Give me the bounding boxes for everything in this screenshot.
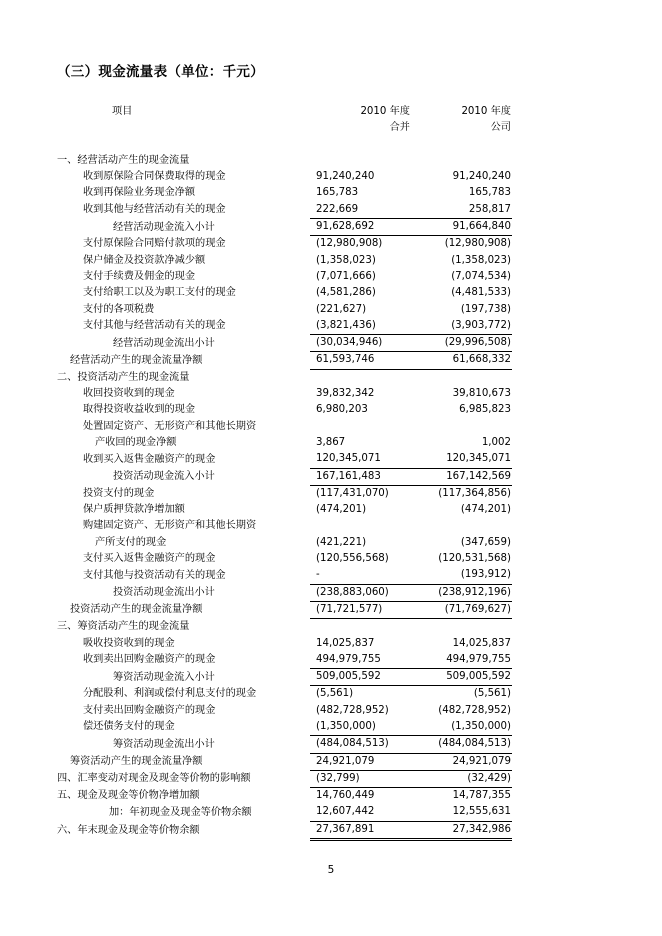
row-value-company: 14,787,355 xyxy=(452,790,511,802)
table-row xyxy=(57,788,512,805)
row-value-company: (29,996,508) xyxy=(411,335,512,352)
row-label: 分配股利、利润或偿付利息支付的现金 xyxy=(83,688,257,700)
row-value-consolidated: 167,161,483 xyxy=(310,468,411,485)
row-label: 筹资活动产生的现金流量净额 xyxy=(70,756,203,768)
row-label: 收到卖出回购金融资产的现金 xyxy=(83,654,216,666)
row-value-consolidated: 61,593,746 xyxy=(310,352,411,369)
row-value-consolidated: (117,431,070) xyxy=(316,487,389,499)
row-value-company: 39,810,673 xyxy=(452,388,511,400)
row-label: 经营活动现金流出小计 xyxy=(113,337,215,349)
page-number: 5 xyxy=(327,864,335,876)
row-value-company: 258,817 xyxy=(411,202,512,219)
table-row xyxy=(57,736,512,753)
row-value-company: (7,074,534) xyxy=(451,270,511,282)
table-row xyxy=(57,169,512,185)
table-row xyxy=(57,770,512,787)
row-value-consolidated: (482,728,952) xyxy=(316,704,389,716)
row-value-company: 27,342,986 xyxy=(411,821,512,839)
table-row xyxy=(57,318,512,335)
row-value-company: 165,783 xyxy=(468,187,511,199)
row-value-company: (71,769,627) xyxy=(411,601,512,618)
table-row xyxy=(57,703,512,719)
table-row xyxy=(57,669,512,686)
table-row xyxy=(57,435,512,451)
table-row xyxy=(57,686,512,703)
row-label: 投资活动产生的现金流量净额 xyxy=(70,604,203,616)
table-row xyxy=(57,485,512,502)
row-value-consolidated xyxy=(310,369,411,386)
row-value-consolidated: 494,979,755 xyxy=(310,652,411,669)
row-label: 取得投资收益收到的现金 xyxy=(83,404,196,416)
row-label: 加：年初现金及现金等价物余额 xyxy=(109,806,252,818)
row-label: 四、汇率变动对现金及现金等价物的影响额 xyxy=(57,773,251,785)
row-value-consolidated: 14,760,449 xyxy=(316,790,375,802)
row-value-company: (482,728,952) xyxy=(438,704,511,716)
row-value-company: (484,084,513) xyxy=(411,736,512,753)
table-row xyxy=(57,535,512,551)
row-value-consolidated: - xyxy=(310,567,411,584)
table-row xyxy=(57,202,512,219)
row-label: 产所支付的现金 xyxy=(95,536,167,548)
row-label: 购建固定资产、无形资产和其他长期资 xyxy=(83,520,257,532)
header-col1-scope: 合并 xyxy=(389,122,410,134)
row-label: 三、筹资活动产生的现金流量 xyxy=(57,621,190,633)
row-label: 支付卖出回购金融资产的现金 xyxy=(83,704,216,716)
table-row xyxy=(57,352,512,369)
row-value-company: 120,345,071 xyxy=(411,451,512,468)
row-value-company: 6,985,823 xyxy=(459,404,511,416)
row-value-consolidated: 91,240,240 xyxy=(316,171,375,183)
table-row xyxy=(57,285,512,301)
table-row xyxy=(57,369,512,386)
row-label: 经营活动产生的现金流量净额 xyxy=(70,354,203,366)
row-value-consolidated: 222,669 xyxy=(310,202,411,219)
row-value-consolidated: 12,607,442 xyxy=(310,804,411,821)
row-label: 收回投资收到的现金 xyxy=(83,388,175,400)
row-value-consolidated: 24,921,079 xyxy=(310,753,411,770)
table-row xyxy=(57,601,512,618)
row-label: 一、经营活动产生的现金流量 xyxy=(57,154,190,166)
table-row xyxy=(57,419,512,435)
row-value-company: (3,903,772) xyxy=(411,318,512,335)
row-value-consolidated: (1,350,000) xyxy=(310,719,411,736)
table-row xyxy=(57,185,512,201)
row-value-company: 61,668,332 xyxy=(411,352,512,369)
row-label: 支付的各项税费 xyxy=(83,303,155,315)
table-row xyxy=(57,451,512,468)
row-value-consolidated: 14,025,837 xyxy=(316,637,375,649)
row-value-company: 494,979,755 xyxy=(411,652,512,669)
row-value-consolidated: 3,867 xyxy=(316,436,346,448)
header-col2-year: 2010 年度 xyxy=(461,106,511,117)
row-label: 六、年末现金及现金等价物余额 xyxy=(57,825,200,837)
row-value-company: (1,358,023) xyxy=(451,254,511,266)
table-body xyxy=(57,104,512,153)
row-value-company: 167,142,569 xyxy=(411,468,512,485)
header-col1-year: 2010 年度 xyxy=(360,106,410,117)
row-value-consolidated: (3,821,436) xyxy=(310,318,411,335)
row-value-company: 12,555,631 xyxy=(411,804,512,821)
row-value-company: 1,002 xyxy=(481,436,511,448)
row-value-company: (238,912,196) xyxy=(411,584,512,601)
row-label: 支付其他与投资活动有关的现金 xyxy=(83,569,226,581)
row-value-company xyxy=(411,419,512,435)
row-value-consolidated: 509,005,592 xyxy=(310,669,411,686)
table-row xyxy=(57,269,512,285)
row-label: 支付给职工以及为职工支付的现金 xyxy=(83,287,236,299)
table-row xyxy=(57,619,512,636)
table-row xyxy=(57,652,512,669)
table-row xyxy=(57,253,512,269)
table-row xyxy=(57,719,512,736)
row-value-consolidated: (4,581,286) xyxy=(316,287,376,299)
row-value-consolidated: (12,980,908) xyxy=(316,238,383,250)
row-label: 收到原保险合同保费取得的现金 xyxy=(83,171,226,183)
row-label: 筹资活动现金流入小计 xyxy=(113,671,215,683)
statement-rows xyxy=(57,153,512,840)
row-label: 收到买入返售金融资产的现金 xyxy=(83,453,216,465)
row-value-consolidated: (221,627) xyxy=(316,303,367,315)
table-row xyxy=(57,335,512,352)
row-label: 偿还债务支付的现金 xyxy=(83,721,175,733)
row-value-company: (120,531,568) xyxy=(438,553,511,565)
row-label: 二、投资活动产生的现金流量 xyxy=(57,371,190,383)
header-item-blank xyxy=(57,120,310,136)
row-label: 筹资活动现金流出小计 xyxy=(113,738,215,750)
row-label: 支付手续费及佣金的现金 xyxy=(83,270,196,282)
row-value-consolidated: (30,034,946) xyxy=(310,335,411,352)
row-label: 收到其他与经营活动有关的现金 xyxy=(83,204,226,216)
row-value-consolidated xyxy=(310,619,411,636)
row-label: 投资活动现金流入小计 xyxy=(113,471,215,483)
row-value-company: (4,481,533) xyxy=(451,287,511,299)
row-value-consolidated: 120,345,071 xyxy=(310,451,411,468)
table-row xyxy=(57,551,512,567)
table-header-row-2 xyxy=(57,120,512,136)
row-value-consolidated: 165,783 xyxy=(316,187,359,199)
row-value-consolidated xyxy=(310,419,411,435)
row-value-company: 91,240,240 xyxy=(452,171,511,183)
row-value-company: (347,659) xyxy=(460,536,511,548)
row-value-consolidated: (484,084,513) xyxy=(310,736,411,753)
row-label: 产收回的现金净额 xyxy=(95,436,177,448)
row-value-company xyxy=(411,153,512,169)
row-value-company: 14,025,837 xyxy=(452,637,511,649)
row-value-consolidated xyxy=(310,518,411,534)
row-value-consolidated: (238,883,060) xyxy=(310,584,411,601)
row-value-company: (197,738) xyxy=(460,303,511,315)
row-value-consolidated: (474,201) xyxy=(316,504,367,516)
row-label: 投资活动现金流出小计 xyxy=(113,587,215,599)
table-row xyxy=(57,219,512,236)
row-label: 经营活动现金流入小计 xyxy=(113,221,215,233)
row-value-company: (193,912) xyxy=(411,567,512,584)
row-value-company: 91,664,840 xyxy=(411,219,512,236)
row-label: 保户储金及投资款净减少额 xyxy=(83,254,206,266)
table-row xyxy=(57,302,512,318)
row-value-consolidated: 6,980,203 xyxy=(316,404,368,416)
table-row xyxy=(57,753,512,770)
header-item-label: 项目 xyxy=(112,106,133,117)
table-row xyxy=(57,402,512,418)
table-row xyxy=(57,584,512,601)
table-row xyxy=(57,636,512,652)
row-value-consolidated: (71,721,577) xyxy=(310,601,411,618)
cash-flow-statement-table xyxy=(57,104,512,841)
table-header-row-1 xyxy=(57,104,512,120)
row-value-company: (32,429) xyxy=(411,770,512,787)
row-value-consolidated: 91,628,692 xyxy=(310,219,411,236)
table-row xyxy=(57,468,512,485)
table-row xyxy=(57,804,512,821)
row-label: 吸收投资收到的现金 xyxy=(83,637,175,649)
table-row xyxy=(57,236,512,253)
row-value-company: (5,561) xyxy=(473,688,511,700)
row-value-company: (117,364,856) xyxy=(438,487,511,499)
row-value-consolidated xyxy=(310,153,411,169)
row-value-company: 509,005,592 xyxy=(411,669,512,686)
table-row xyxy=(57,502,512,518)
header-col2-scope: 公司 xyxy=(490,122,511,134)
row-label: 处置固定资产、无形资产和其他长期资 xyxy=(83,420,257,432)
table-row xyxy=(57,153,512,169)
row-value-company xyxy=(411,518,512,534)
header-spacer-row xyxy=(57,137,512,153)
table-row xyxy=(57,518,512,534)
row-label: 支付原保险合同赔付款项的现金 xyxy=(83,238,226,250)
row-value-consolidated: (120,556,568) xyxy=(316,553,389,565)
row-label: 收到再保险业务现金净额 xyxy=(83,187,196,199)
row-value-company xyxy=(411,619,512,636)
row-value-consolidated: (5,561) xyxy=(316,688,354,700)
row-value-consolidated: (7,071,666) xyxy=(316,270,376,282)
row-value-consolidated: (1,358,023) xyxy=(316,254,376,266)
row-value-company xyxy=(411,369,512,386)
row-value-company: (474,201) xyxy=(460,504,511,516)
row-label: 五、现金及现金等价物净增加额 xyxy=(57,790,200,802)
table-row xyxy=(57,567,512,584)
table-row xyxy=(57,386,512,402)
row-value-consolidated: (32,799) xyxy=(310,770,411,787)
page-title: （三）现金流量表（单位：千元） xyxy=(57,64,264,80)
row-value-company: 24,921,079 xyxy=(411,753,512,770)
row-label: 支付其他与经营活动有关的现金 xyxy=(83,320,226,332)
row-value-company: (1,350,000) xyxy=(411,719,512,736)
row-label: 支付买入返售金融资产的现金 xyxy=(83,553,216,565)
row-value-consolidated: (421,221) xyxy=(316,536,367,548)
row-label: 投资支付的现金 xyxy=(83,487,155,499)
row-value-consolidated: 27,367,891 xyxy=(310,821,411,839)
row-label: 保户质押贷款净增加额 xyxy=(83,504,185,516)
table-row xyxy=(57,821,512,839)
row-value-consolidated: 39,832,342 xyxy=(316,388,375,400)
row-value-company: (12,980,908) xyxy=(444,238,511,250)
